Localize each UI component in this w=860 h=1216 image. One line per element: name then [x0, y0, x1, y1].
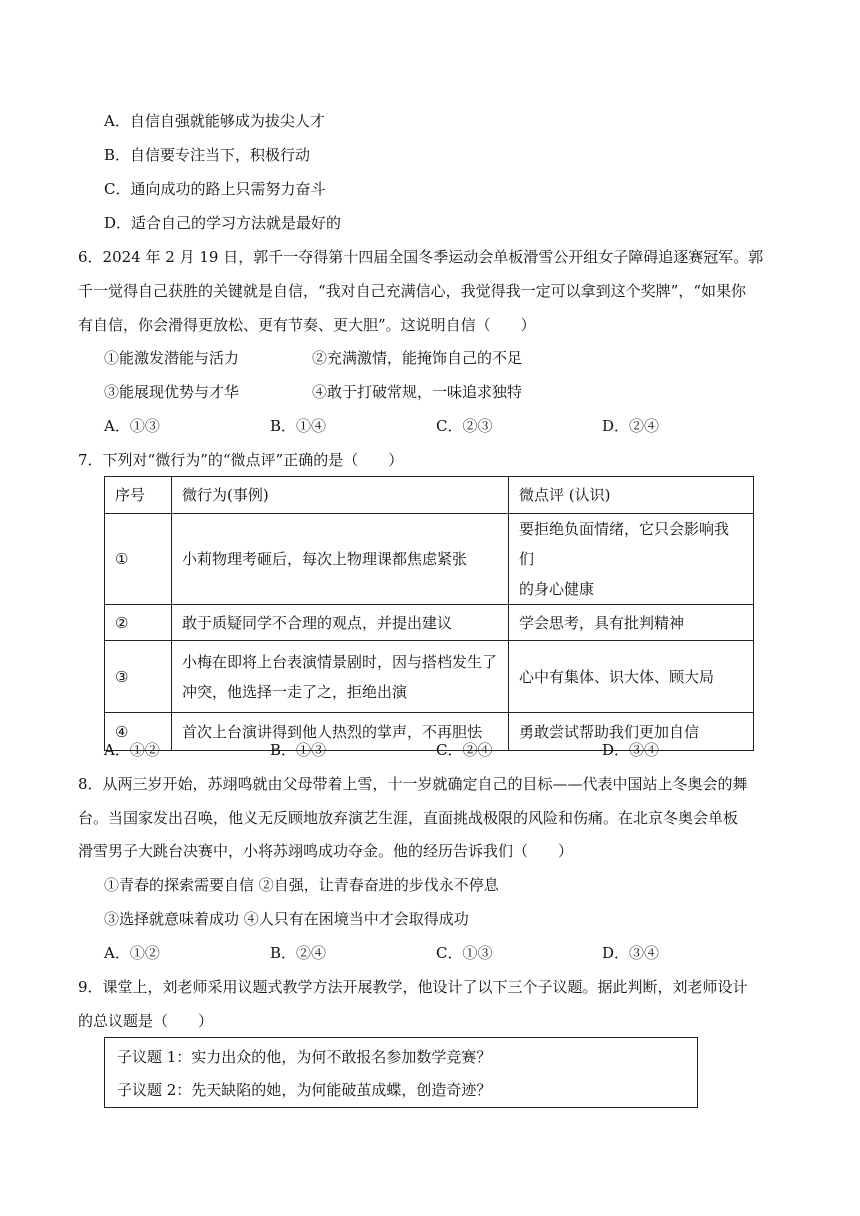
q5-option-c: C．通向成功的路上只需努力奋斗 [104, 180, 326, 198]
q6-item-1: ①能激发潜能与活力 [104, 349, 240, 367]
q5-option-d: D．适合自己的学习方法就是最好的 [104, 214, 342, 232]
q6-item-2: ②充满激情，能掩饰自己的不足 [312, 349, 523, 367]
table-cell-act: 小莉物理考砸后，每次上物理课都焦虑紧张 [172, 514, 509, 605]
q9-subtopic-1: 子议题 1：实力出众的他，为何不敢报名参加数学竞赛？ [117, 1048, 492, 1066]
table-header-cell: 序号 [105, 477, 172, 514]
table-cell-comment: 勇敢尝试帮助我们更加自信 [509, 713, 754, 751]
table-header-cell: 微点评 (认识) [509, 477, 754, 514]
q6-choice-d: D．②④ [602, 417, 660, 435]
table-cell-comment [509, 514, 754, 605]
table-cell-act: 敢于质疑同学不合理的观点，并提出建议 [172, 605, 509, 641]
q8-items-line: ①青春的探索需要自信 ②自强，让青春奋进的步伐永不停息 [104, 876, 499, 894]
q5-option-b: B．自信要专注当下，积极行动 [104, 146, 311, 164]
q7-choice-c: C．②④ [436, 741, 493, 759]
table-row [105, 605, 754, 641]
q6-choice-a: A．①③ [104, 417, 160, 435]
q8-choice-b: B．②④ [270, 944, 327, 962]
table-cell-line: 要拒绝负面情绪，它只会影响我们 [519, 520, 730, 568]
q6-choice-b: B．①④ [270, 417, 327, 435]
q7-table [104, 476, 754, 751]
q6-item-4: ④敢于打破常规，一味追求独特 [312, 383, 523, 401]
table-header-cell: 微行为(事例) [172, 477, 509, 514]
q7-stem: 7．下列对“微行为”的“微点评”正确的是（ ） [78, 451, 404, 469]
table-cell-num: ④ [105, 713, 172, 751]
q6-stem-line: 千一觉得自己获胜的关键就是自信，“我对自己充满信心，我觉得我一定可以拿到这个奖牌”，“如果你 [78, 282, 747, 300]
table-cell-comment: 学会思考，具有批判精神 [509, 605, 754, 641]
q6-stem-line: 6．2024 年 2 月 19 日，郭千一夺得第十四届全国冬季运动会单板滑雪公开组女子障碍追逐赛冠军。郭 [78, 248, 764, 266]
table-cell-num: ① [105, 514, 172, 605]
q6-stem-line: 有自信，你会滑得更放松、更有节奏、更大胆”。这说明自信（ ） [78, 316, 536, 334]
q8-items-line: ③选择就意味着成功 ④人只有在困境当中才会取得成功 [104, 910, 469, 928]
q7-choice-b: B．①③ [270, 741, 327, 759]
q8-choice-c: C．①③ [436, 944, 493, 962]
q7-choice-d: D．③④ [602, 741, 660, 759]
q6-choice-c: C．②③ [436, 417, 493, 435]
table-cell-num: ③ [105, 641, 172, 713]
q8-stem-line: 8．从两三岁开始，苏翊鸣就由父母带着上雪，十一岁就确定自己的目标——代表中国站上冬奥会的舞 [78, 775, 748, 793]
table-header-row [105, 477, 754, 514]
table-row [105, 641, 754, 713]
table-cell-line: 冲突，他选择一走了之，拒绝出演 [182, 682, 408, 701]
q6-item-3: ③能展现优势与才华 [104, 383, 240, 401]
table-cell-num: ② [105, 605, 172, 641]
table-row [105, 514, 754, 605]
q9-stem-line: 9．课堂上，刘老师采用议题式教学方法开展教学，他设计了以下三个子议题。据此判断，刘老师设计 [78, 978, 748, 996]
table-cell-act [172, 641, 509, 713]
q9-subtopic-box [104, 1037, 698, 1108]
q8-choice-a: A．①② [104, 944, 160, 962]
q8-stem-line: 滑雪男子大跳台决赛中，小将苏翊鸣成功夺金。他的经历告诉我们（ ） [78, 842, 574, 860]
q9-stem-line: 的总议题是（ ） [78, 1012, 214, 1030]
table-cell-comment: 心中有集体、识大体、顾大局 [509, 641, 754, 713]
q5-option-a: A．自信自强就能够成为拔尖人才 [104, 112, 325, 130]
table-cell-line: 小梅在即将上台表演情景剧时，因与搭档发生了 [182, 652, 498, 671]
table-cell-act: 首次上台演讲得到他人热烈的掌声，不再胆怯 [172, 713, 509, 751]
q9-subtopic-2: 子议题 2：先天缺陷的她，为何能破茧成蝶，创造奇迹？ [117, 1081, 492, 1099]
q7-choice-a: A．①② [104, 741, 160, 759]
table-cell-line: 的身心健康 [519, 580, 595, 598]
q8-stem-line: 台。当国家发出召唤，他义无反顾地放弃演艺生涯，直面挑战极限的风险和伤痛。在北京冬奥会单板 [78, 809, 739, 827]
q8-choice-d: D．③④ [602, 944, 660, 962]
